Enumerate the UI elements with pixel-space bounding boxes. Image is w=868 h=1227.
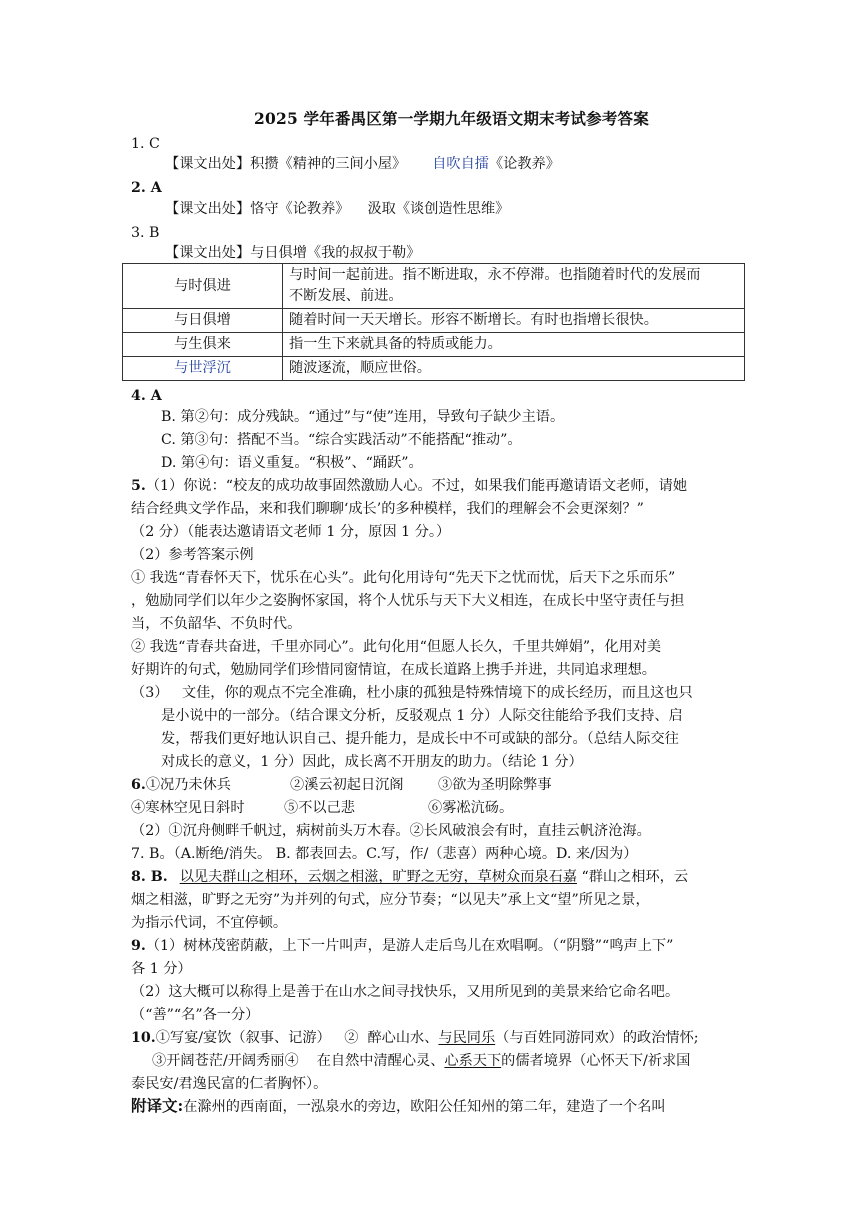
- definition-line: 与时间一起前进。指不断进取，永不停滞。也指随着时代的发展而: [289, 267, 701, 283]
- q4-option-c: C. 第③句：搭配不当。“综合实践活动”不能搭配“推动”。: [161, 432, 522, 448]
- q6-answer: ④寒林空见日斜时: [131, 800, 245, 816]
- source-label: 【课文出处】: [165, 156, 251, 172]
- q6-number: 6.: [131, 777, 146, 793]
- q9-line: 各 1 分）: [131, 961, 192, 977]
- q1-source-b: 自吹自擂: [432, 156, 489, 172]
- q2-source: 【课文出处】恪守《论教养》 汲取《谈创造性思维》: [165, 201, 510, 217]
- q10-underlined: 与民同乐: [438, 1030, 496, 1046]
- idiom-term: 与生俱来: [123, 333, 283, 357]
- q6-answer: ③欲为圣明除弊事: [438, 777, 552, 793]
- q6-answer: ②溪云初起日沉阁: [290, 777, 404, 793]
- q5-line: ① 我选“青春怀天下，忧乐在心头”。此句化用诗句“先天下之忧而忧，后天下之乐而乐”: [131, 570, 676, 586]
- q5-line: （2 分）（能表达邀请语文老师 1 分，原因 1 分。）: [131, 524, 451, 540]
- q6-line: [131, 775, 231, 795]
- q5-line: 当，不负韶华、不负时代。: [131, 616, 302, 632]
- q4-option-b: B. 第②句：成分残缺。“通过”与“使”连用，导致句子缺少主语。: [161, 409, 565, 425]
- q9-line: （“善”“名”各一分）: [131, 1007, 260, 1023]
- idiom-definition: [283, 264, 745, 309]
- q1-source-a: 积攒《精神的三间小屋》: [250, 156, 407, 172]
- q8-line: [131, 867, 688, 887]
- q5-text: （1）你说：“校友的成功故事固然激励人心。不过，如果我们能再邀请语文老师，请她: [145, 478, 688, 494]
- idiom-definition: 指一生下来就具备的特质或能力。: [283, 333, 745, 357]
- q6-answer: ①况乃未休兵: [145, 777, 231, 793]
- appendix-text: 在滁州的西南面，一泓泉水的旁边，欧阳公任知州的第二年，建造了一个名叫: [183, 1099, 666, 1115]
- q10-number: 10.: [131, 1030, 156, 1046]
- q5-line: （3） 文佳，你的观点不完全准确，杜小康的孤独是特殊情境下的成长经历，而且这也只: [131, 685, 693, 701]
- q8-underlined: 以见夫群山之相环，云烟之相滋，旷野之无穷，草树众而泉石嘉: [179, 869, 577, 885]
- q1-source-c: 《论教养》: [488, 156, 560, 172]
- q10-text: （与百姓同游同欢）的政治情怀;: [495, 1030, 699, 1046]
- q8-line: 为指示代词，不宜停顿。: [131, 915, 288, 931]
- idiom-term: 与日俱增: [123, 309, 283, 333]
- q10-line: [152, 1051, 690, 1071]
- q4-option-d: D. 第④句：语义重复。“积极”、“踊跃”。: [161, 455, 423, 471]
- q6-answer: ⑥雾凇沆砀。: [428, 800, 514, 816]
- idiom-definition: 随波逐流，顺应世俗。: [283, 357, 745, 381]
- q7-answer: 7. B。（A.断绝/消失。 B. 都表回去。C.写，作/（悲喜）两种心境。D. 来/因为）: [131, 846, 638, 862]
- q5-line: [131, 476, 687, 496]
- q5-number: 5.: [131, 478, 146, 494]
- q5-line: 好期许的句式，勉励同学们珍惜同窗情谊，在成长道路上携手并进，共同追求理想。: [131, 662, 656, 678]
- q3-source: 【课文出处】与日俱增《我的叔叔于勒》: [165, 245, 421, 261]
- definition-line: 不断发展、前进。: [289, 288, 403, 304]
- q5-line: 是小说中的一部分。（结合课文分析，反驳观点 1 分）人际交往能给予我们支持、启: [161, 708, 683, 724]
- q3-answer: 3. B: [131, 225, 160, 241]
- q5-line: 发，帮我们更好地认识自己、提升能力，是成长中不可或缺的部分。（总结人际交往: [161, 731, 679, 747]
- idiom-term: 与世浮沉: [123, 357, 283, 381]
- q10-text: 的儒者境界（心怀天下/祈求国: [501, 1053, 691, 1069]
- q8-text: “群山之相环，云: [576, 869, 689, 885]
- q8-line: 烟之相滋，旷野之无穷”为并列的句式，应分节奏；“以见夫”承上文“望”所见之景，: [131, 892, 650, 908]
- q6-answer: ⑤不以己悲: [284, 800, 355, 816]
- q10-line: [131, 1028, 699, 1048]
- table-row: [123, 333, 745, 357]
- q1-source: [165, 154, 560, 174]
- q10-text: ③开阔苍茫/开阔秀丽④ 在自然中清醒心灵、: [152, 1053, 445, 1069]
- q5-line: 结合经典文学作品，来和我们聊聊‘成长’的多种模样，我们的理解会不会更深刻？”: [131, 501, 644, 517]
- appendix-label: 附译文:: [131, 1096, 184, 1115]
- idiom-table: [122, 263, 745, 381]
- appendix-line: [131, 1096, 666, 1117]
- q9-text: （1）树林茂密荫蔽，上下一片叫声，是游人走后鸟儿在欢唱啊。（“阴翳”“鸣声上下”: [145, 938, 674, 954]
- q9-number: 9.: [131, 938, 146, 954]
- q10-text: ①写宴/宴饮（叙事、记游） ② 醉心山水、: [155, 1030, 439, 1046]
- idiom-definition: 随着时间一天天增长。形容不断增长。有时也指增长很快。: [283, 309, 745, 333]
- table-row: [123, 264, 745, 309]
- q10-line: 泰民安/君逸民富的仁者胸怀）。: [131, 1076, 328, 1092]
- q2-answer: 2. A: [131, 180, 162, 196]
- idiom-term: 与时俱进: [123, 264, 283, 309]
- q1-answer: 1. C: [131, 136, 160, 152]
- table-row: [123, 357, 745, 381]
- q6-line: （2）①沉舟侧畔千帆过，病树前头万木春。②长风破浪会有时，直挂云帆济沧海。: [131, 823, 651, 839]
- q9-line: [131, 936, 673, 956]
- q5-line: （2）参考答案示例: [131, 547, 254, 563]
- document-title: 2025 学年番禺区第一学期九年级语文期末考试参考答案: [254, 109, 649, 128]
- q5-line: 对成长的意义，1 分）因此，成长离不开朋友的助力。（结论 1 分）: [161, 754, 583, 770]
- q5-line: ② 我选“青春共奋进，千里亦同心”。此句化用“但愿人长久，千里共婵娟”，化用对美: [131, 639, 662, 655]
- q4-answer: 4. A: [131, 388, 162, 404]
- q5-line: ，勉励同学们以年少之姿胸怀家国，将个人忧乐与天下大义相连，在成长中坚守责任与担: [131, 593, 685, 609]
- table-row: [123, 309, 745, 333]
- q10-underlined: 心系天下: [444, 1053, 502, 1069]
- q8-number: 8. B.: [131, 869, 168, 885]
- q9-line: （2）这大概可以称得上是善于在山水之间寻找快乐，又用所见到的美景来给它命名吧。: [131, 984, 680, 1000]
